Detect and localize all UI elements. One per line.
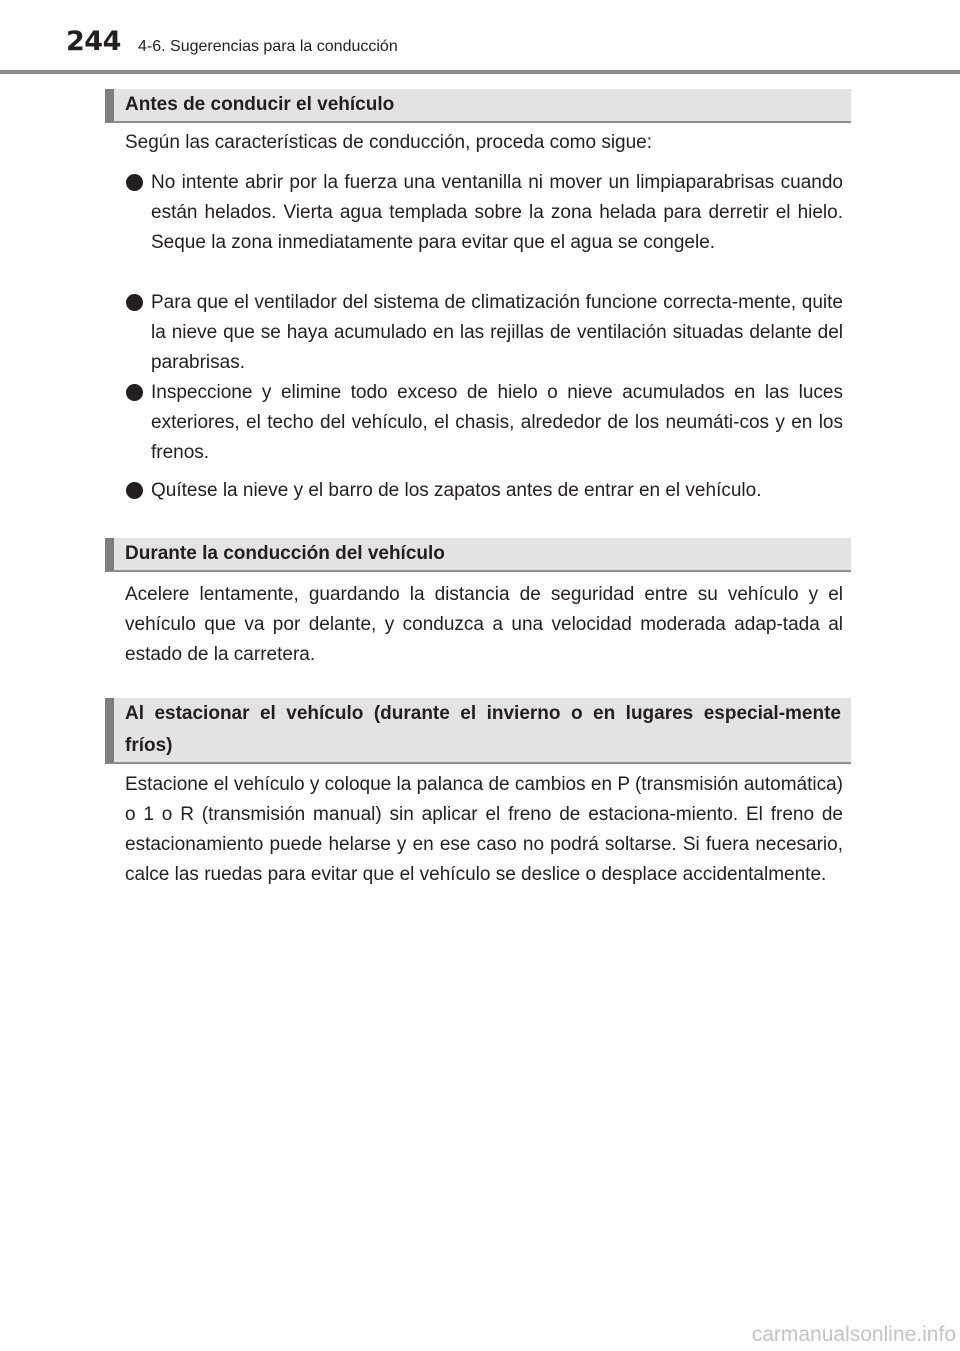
bullet-icon	[126, 174, 143, 191]
list-item	[125, 378, 843, 468]
watermark: carmanualsonline.info	[751, 1323, 956, 1346]
list-item	[125, 168, 843, 258]
list-item-text: Inspeccione y elimine todo exceso de hielo o nieve acumulados en las luces exteriores, el techo del vehículo, el chasis, alrededor de los neumáti-cos y en los frenos.	[151, 382, 843, 463]
section-body: Acelere lentamente, guardando la distancia de seguridad entre su vehículo y el vehículo que va por delante, y conduzca a una velocidad moderada adap-tada al estado de la carretera.	[125, 584, 843, 665]
bullet-icon	[126, 482, 143, 499]
page-number: 244	[66, 26, 121, 57]
section-heading-text: Antes de conducir el vehículo	[125, 94, 395, 115]
list-item-text: Quítese la nieve y el barro de los zapatos antes de entrar en el vehículo.	[151, 480, 762, 501]
header-rule	[0, 70, 960, 74]
section-heading-antes	[105, 89, 851, 123]
list-item-text: No intente abrir por la fuerza una ventanilla ni mover un limpiaparabrisas cuando están helados. Vierta agua templada sobre la zona helada para derretir el hielo. Seque la zona inmediatamente para evitar que el agua se congele.	[151, 172, 843, 253]
list-item	[125, 476, 843, 506]
section-heading-estacionar	[105, 698, 851, 764]
running-head: 4-6. Sugerencias para la conducción	[138, 38, 398, 55]
section-heading-text: Al estacionar el vehículo (durante el invierno o en lugares especial-mente fríos)	[125, 703, 841, 756]
list-item-text: Para que el ventilador del sistema de climatización funcione correcta-mente, quite la nieve que se haya acumulado en las rejillas de ventilación situadas delante del parabrisas.	[151, 292, 843, 373]
bullet-icon	[126, 294, 143, 311]
section-heading-durante	[105, 538, 851, 572]
section-body: Estacione el vehículo y coloque la palanca de cambios en P (transmisión automática) o 1 o R (transmisión manual) sin aplicar el freno de estaciona-miento. El freno de estacionamiento puede helarse y en ese caso no podrá soltarse. Si fuera necesario, calce las ruedas para evitar que el vehículo se deslice o desplace accidentalmente.	[125, 774, 843, 885]
list-item	[125, 288, 843, 378]
bullet-icon	[126, 384, 143, 401]
section-heading-text: Durante la conducción del vehículo	[125, 543, 445, 564]
section-intro: Según las características de conducción, proceda como sigue:	[125, 132, 653, 153]
